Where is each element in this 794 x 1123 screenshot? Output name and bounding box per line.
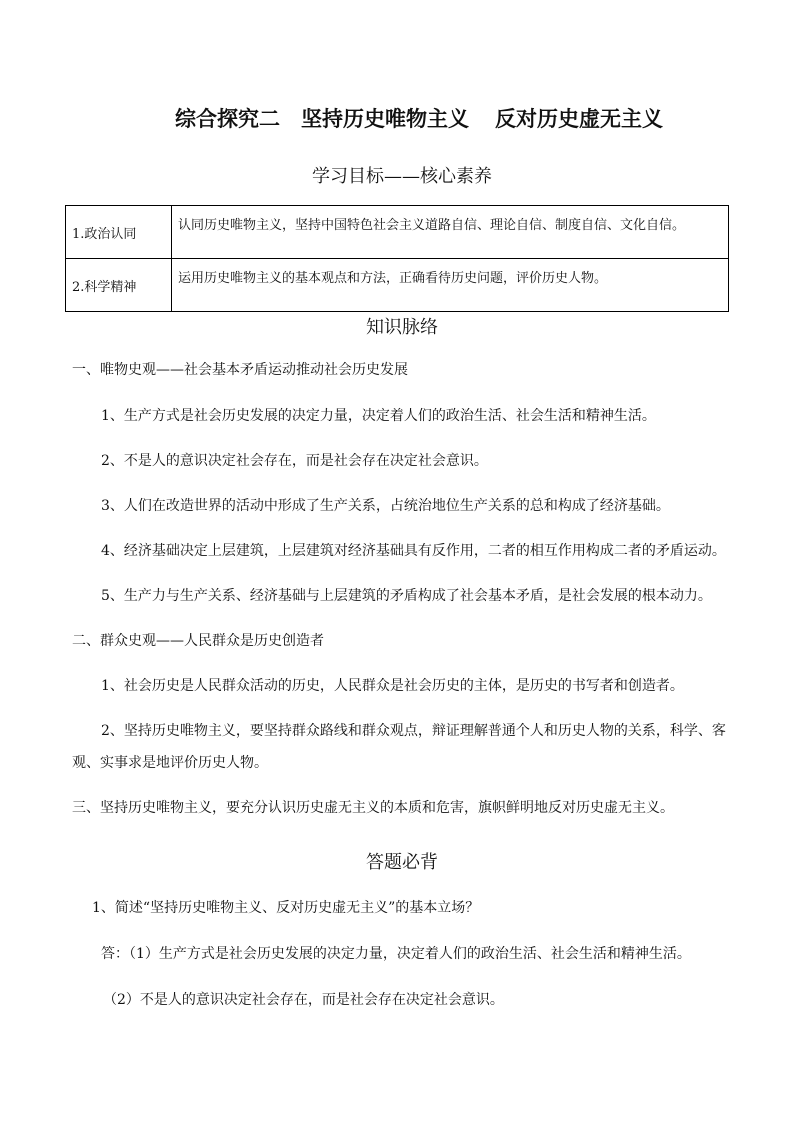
title-part1: 综合探究二 坚持历史唯物主义 [175,106,469,131]
answers-heading: 答题必背 [366,852,438,873]
document-title [0,103,794,133]
title-part2: 反对历史虚无主义 [495,106,663,131]
table-row [66,259,729,312]
part2-title: 二、群众史观——人民群众是历史创造者 [72,633,324,649]
knowledge-heading: 知识脉络 [366,317,438,338]
list-item: 1、社会历史是人民群众活动的历史，人民群众是社会历史的主体，是历史的书写者和创造者。 [101,678,684,694]
table-row [66,206,729,259]
goals-table [65,205,729,312]
answer-line: 答：（1）生产方式是社会历史发展的决定力量，决定着人们的政治生活、社会生活和精神生活。 [101,946,691,962]
goal-category: 2.科学精神 [66,259,172,312]
list-item-continuation: 观、实事求是地评价历史人物。 [72,755,268,771]
question: 1、简述“坚持历史唯物主义、反对历史虚无主义”的基本立场？ [92,900,480,916]
goals-heading: 学习目标——核心素养 [312,166,492,187]
list-item: 2、不是人的意识决定社会存在，而是社会存在决定社会意识。 [101,453,488,469]
list-item: 5、生产力与生产关系、经济基础与上层建筑的矛盾构成了社会基本矛盾，是社会发展的根本动力。 [101,588,712,604]
list-item: 2、坚持历史唯物主义，要坚持群众路线和群众观点，辩证理解普通个人和历史人物的关系，科学、客 [101,723,726,739]
part3-title: 三、坚持历史唯物主义，要充分认识历史虚无主义的本质和危害，旗帜鲜明地反对历史虚无主义。 [72,800,674,816]
goal-description: 运用历史唯物主义的基本观点和方法，正确看待历史问题，评价历史人物。 [172,259,729,312]
goal-category: 1.政治认同 [66,206,172,259]
goal-description: 认同历史唯物主义，坚持中国特色社会主义道路自信、理论自信、制度自信、文化自信。 [172,206,729,259]
list-item: 1、生产方式是社会历史发展的决定力量，决定着人们的政治生活、社会生活和精神生活。 [101,408,656,424]
list-item: 3、人们在改造世界的活动中形成了生产关系，占统治地位生产关系的总和构成了经济基础。 [101,498,670,514]
part1-title: 一、唯物史观——社会基本矛盾运动推动社会历史发展 [72,362,408,378]
answer-line: （2）不是人的意识决定社会存在，而是社会存在决定社会意识。 [103,992,504,1008]
list-item: 4、经济基础决定上层建筑，上层建筑对经济基础具有反作用，二者的相互作用构成二者的矛盾运动。 [101,543,726,559]
